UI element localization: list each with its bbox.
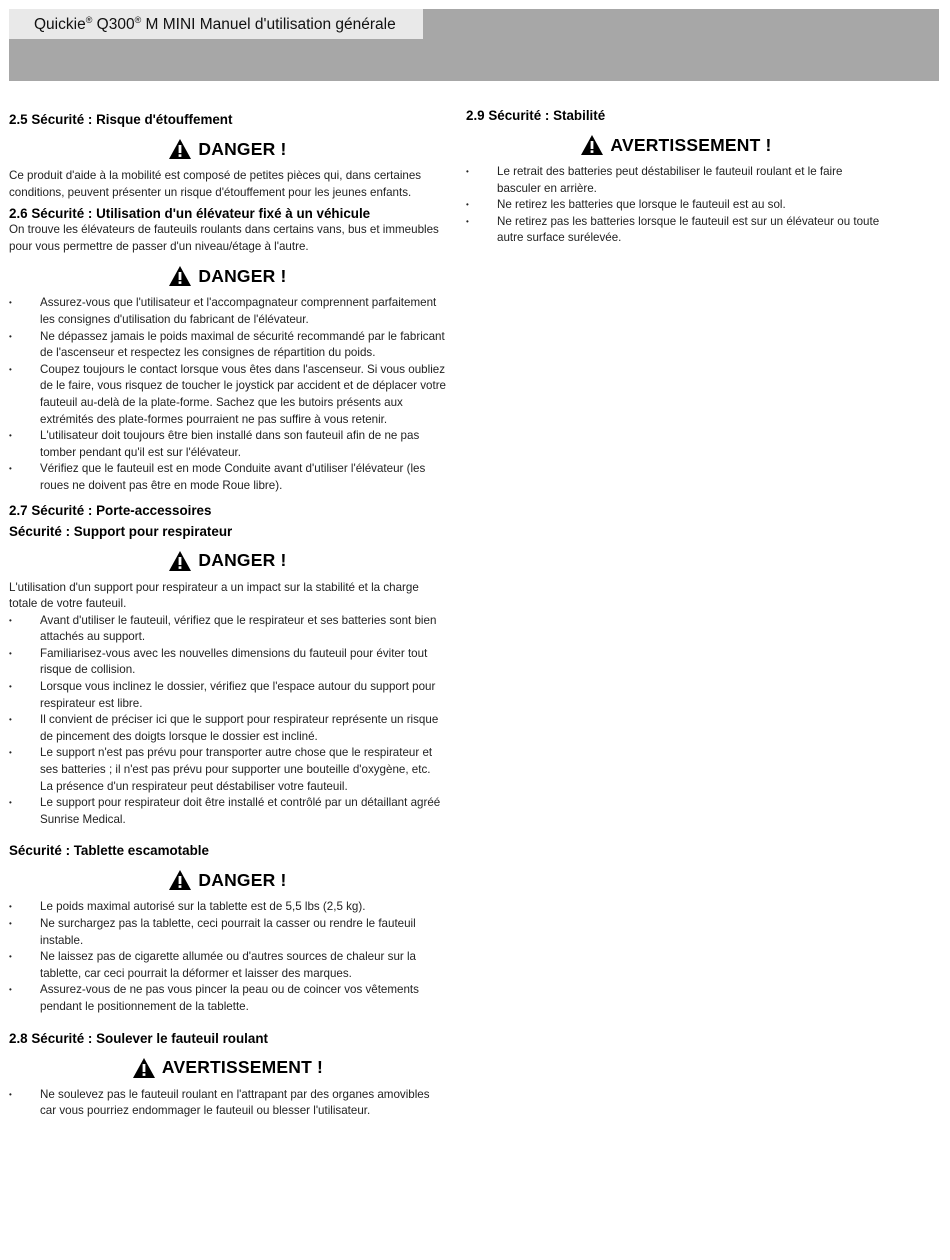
list-item: • Assurez-vous de ne pas vous pincer la peau ou de coincer vos vêtements pendant le positionnement de la tablette. (9, 982, 446, 1015)
avertissement-label: AVERTISSEMENT ! (161, 1057, 324, 1078)
list-item: • Le support pour respirateur doit être installé et contrôlé par un détaillant agréé Sunrise Medical. (9, 795, 446, 828)
list-item: • Ne retirez les batteries que lorsque le fauteuil est au sol. (466, 197, 886, 214)
warning-triangle-icon (168, 265, 192, 287)
section-2-5-title: 2.5 Sécurité : Risque d'étouffement (9, 112, 233, 127)
list-item: • Coupez toujours le contact lorsque vous êtes dans l'ascenseur. Si vous oubliez de le faire, vous risquez de toucher le joystick par accident et de déplacer votre fauteuil au-delà de la plate-forme. Sachez que les butoirs présents aux extrémités des plate-formes pourraient ne pas suffire à vous retenir. (9, 362, 446, 428)
section-2-6-title: 2.6 Sécurité : Utilisation d'un élévateur fixé à un véhicule (9, 206, 371, 222)
section-2-7-list (9, 613, 446, 829)
list-item: • Le support n'est pas prévu pour transporter autre chose que le respirateur et ses batteries ; il n'est pas prévu pour supporter une bouteille d'oxygène, etc. La présence d'un respirateur peut déstabiliser votre fauteuil. (9, 745, 446, 795)
section-2-8-list (9, 1087, 446, 1120)
list-item: • Ne laissez pas de cigarette allumée ou d'autres sources de chaleur sur la tablette, car ceci pourrait la déformer et laisser des marques. (9, 949, 446, 982)
list-item: • Familiarisez-vous avec les nouvelles dimensions du fauteuil pour éviter tout risque de collision. (9, 646, 446, 679)
list-item: • Le poids maximal autorisé sur la tablette est de 5,5 lbs (2,5 kg). (9, 899, 446, 916)
section-2-6-list (9, 295, 446, 494)
warning-triangle-icon (168, 138, 192, 160)
section-2-9-list (466, 164, 886, 247)
section-2-5-text: Ce produit d'aide à la mobilité est composé de petites pièces qui, dans certaines conditions, peuvent présenter un risque d'étouffement pour les jeunes enfants. (9, 169, 422, 199)
section-2-8-title: 2.8 Sécurité : Soulever le fauteuil roulant (9, 1030, 268, 1046)
list-item: • Le retrait des batteries peut déstabiliser le fauteuil roulant et le faire basculer en arrière. (466, 164, 886, 197)
warning-triangle-icon (580, 134, 604, 156)
section-2-7-title: 2.7 Sécurité : Porte-accessoires (9, 502, 212, 518)
warning-triangle-icon (132, 1057, 156, 1079)
danger-label: DANGER ! (198, 869, 287, 890)
avertissement-callout (9, 1055, 446, 1081)
danger-label: DANGER ! (198, 265, 287, 286)
danger-callout (9, 548, 446, 574)
list-item: • Avant d'utiliser le fauteuil, vérifiez que le respirateur et ses batteries sont bien attachés au support. (9, 613, 446, 646)
danger-callout (9, 867, 446, 893)
section-2-7-subtitle: Sécurité : Support pour respirateur (9, 523, 233, 539)
list-item: • L'utilisateur doit toujours être bien installé dans son fauteuil afin de ne pas tomber pendant qu'il est sur l'élévateur. (9, 428, 446, 461)
danger-callout (9, 263, 446, 289)
warning-triangle-icon (168, 550, 192, 572)
list-item: • Assurez-vous que l'utilisateur et l'accompagnateur comprennent parfaitement les consignes d'utilisation du fabricant de l'élévateur. (9, 295, 446, 328)
list-item: • Il convient de préciser ici que le support pour respirateur représente un risque de pincement des doigts lorsque le dossier est incliné. (9, 712, 446, 745)
danger-label: DANGER ! (198, 138, 287, 159)
left-column (9, 107, 446, 1120)
model: Q300 (96, 16, 135, 34)
avertissement-callout (466, 132, 886, 158)
list-item: • Ne soulevez pas le fauteuil roulant en l'attrapant par des organes amovibles car vous pourriez endommager le fauteuil ou blesser l'utilisateur. (9, 1087, 446, 1120)
section-2-9-title: 2.9 Sécurité : Stabilité (466, 108, 606, 123)
document-header-title (9, 9, 423, 39)
section-2-6-intro: On trouve les élévateurs de fauteuils roulants dans certains vans, bus et immeubles pour vous permettre de passer d'un niveau/étage à l'autre. (9, 223, 439, 253)
tablette-list (9, 899, 446, 1015)
avertissement-label: AVERTISSEMENT ! (610, 134, 772, 155)
title-rest: M MINI Manuel d'utilisation générale (145, 16, 396, 34)
warning-triangle-icon (168, 869, 192, 891)
danger-callout (9, 136, 446, 162)
danger-label: DANGER ! (198, 550, 287, 570)
brand: Quickie (34, 16, 86, 34)
list-item: • Ne retirez pas les batteries lorsque le fauteuil est sur un élévateur ou toute autre surface surélevée. (466, 214, 886, 247)
tablette-title: Sécurité : Tablette escamotable (9, 843, 209, 859)
list-item: • Lorsque vous inclinez le dossier, vérifiez que l'espace autour du support pour respirateur est libre. (9, 679, 446, 712)
section-2-7-intro: L'utilisation d'un support pour respirateur a un impact sur la stabilité et la charge totale de votre fauteuil. (9, 580, 419, 611)
registered-mark: ® (134, 15, 142, 25)
list-item: • Vérifiez que le fauteuil est en mode Conduite avant d'utiliser l'élévateur (les roues ne doivent pas être en mode Roue libre). (9, 461, 446, 494)
registered-mark: ® (85, 15, 93, 25)
right-column (466, 107, 886, 247)
list-item: • Ne surchargez pas la tablette, ceci pourrait la casser ou rendre le fauteuil instable. (9, 916, 446, 949)
list-item: • Ne dépassez jamais le poids maximal de sécurité recommandé par le fabricant de l'ascenseur et respectez les consignes de répartition du poids. (9, 329, 446, 362)
